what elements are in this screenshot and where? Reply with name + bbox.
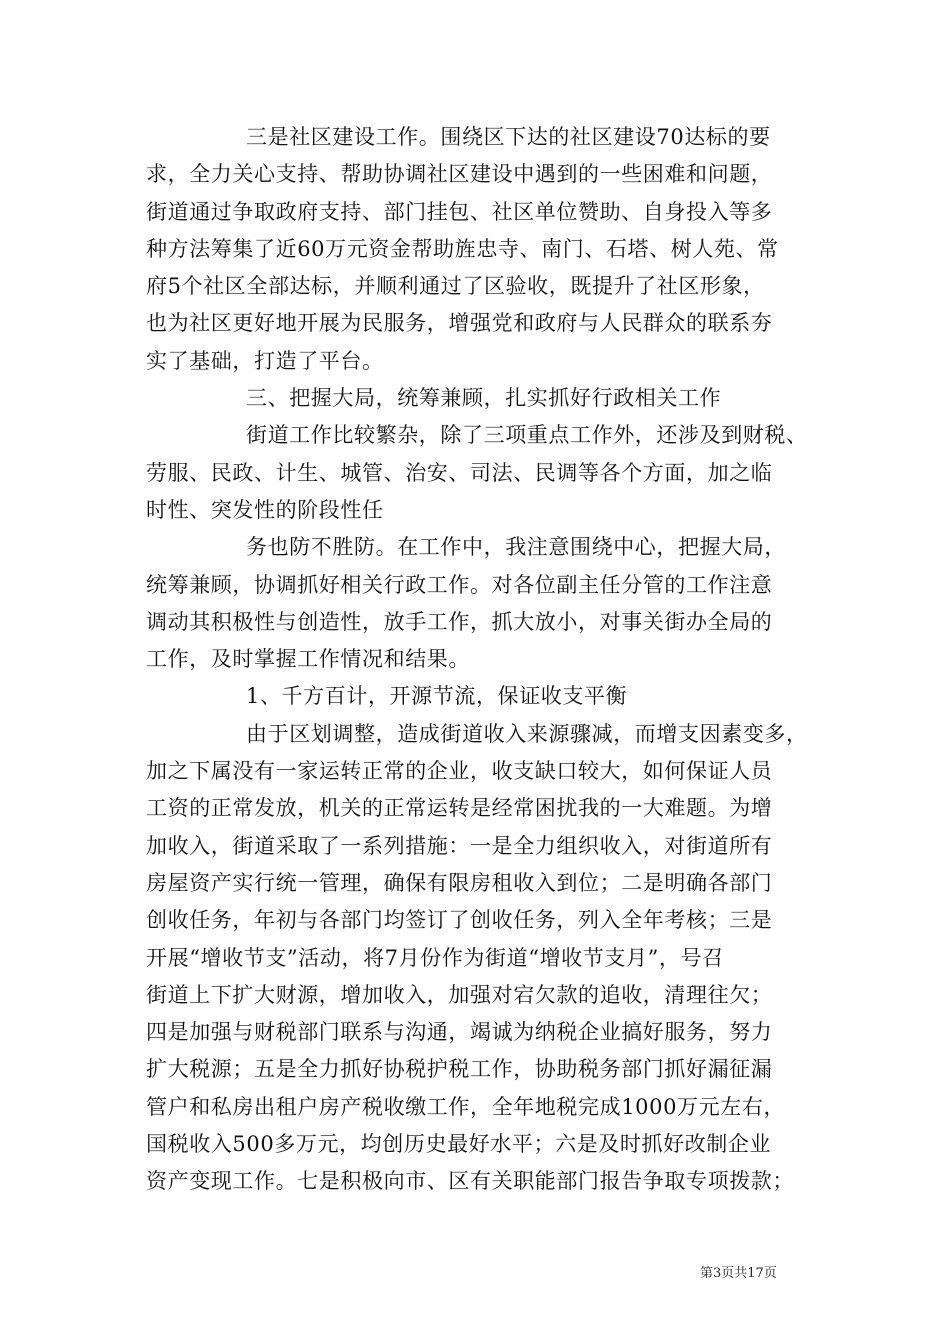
text-line: 街道通过争取政府支持、部门挂包、社区单位赞助、自身投入等多: [146, 199, 773, 224]
text-line: 管户和私房出租户房产税收缴工作，全年地税完成1000万元左右，: [146, 1094, 786, 1119]
text-line: 街道上下扩大财源，增加收入，加强对宕欠款的追收，清理往欠；: [146, 982, 773, 1007]
text-line: 创收任务，年初与各部门均签订了创收任务，列入全年考核；三是: [146, 908, 773, 933]
text-line: 工作，及时掌握工作情况和结果。: [146, 647, 470, 672]
text-line: 房屋资产实行统一管理，确保有限房租收入到位；二是明确各部门: [146, 870, 773, 895]
text-line: 三、把握大局，统筹兼顾，扎实抓好行政相关工作: [246, 386, 722, 411]
text-line: 扩大税源；五是全力抓好协税护税工作，协助税务部门抓好漏征漏: [146, 1057, 773, 1082]
text-line: 工资的正常发放，机关的正常运转是经常困扰我的一大难题。为增: [146, 796, 773, 821]
page-number: 第3页共17页: [700, 1266, 777, 1281]
text-line: 劳服、民政、计生、城管、治安、司法、民调等各个方面，加之临: [146, 460, 773, 485]
text-line: 1、千方百计，开源节流，保证收支平衡: [246, 684, 628, 709]
text-line: 务也防不胜防。在工作中，我注意围绕中心，把握大局，: [246, 535, 786, 560]
text-line: 也为社区更好地开展为民服务，增强党和政府与人民群众的联系夯: [146, 311, 773, 336]
text-line: 三是社区建设工作。围绕区下达的社区建设70达标的要: [246, 125, 771, 149]
text-line: 开展“增收节支”活动，将7月份作为街道“增收节支月”，号召: [146, 945, 724, 970]
body-text: [146, 119, 821, 1201]
text-line: 时性、突发性的阶段性任: [146, 497, 384, 522]
text-line: 加之下属没有一家运转正常的企业，收支缺口较大，如何保证人员: [146, 759, 773, 784]
text-line: 街道工作比较繁杂，除了三项重点工作外，还涉及到财税、: [246, 423, 808, 448]
text-line: 种方法筹集了近60万元资金帮助旌忠寺、南门、石塔、树人苑、常: [146, 236, 779, 261]
text-line: 国税收入500多万元，均创历史最好水平；六是及时抓好改制企业: [146, 1132, 772, 1157]
text-line: 调动其积极性与创造性，放手工作，抓大放小，对事关街办全局的: [146, 609, 773, 634]
text-line: 求，全力关心支持、帮助协调社区建设中遇到的一些困难和问题，: [146, 162, 773, 187]
text-line: 实了基础，打造了平台。: [146, 348, 384, 373]
text-line: 加收入，街道采取了一系列措施：一是全力组织收入，对街道所有: [146, 833, 773, 858]
text-line: 四是加强与财税部门联系与沟通，竭诚为纳税企业搞好服务，努力: [146, 1020, 773, 1045]
text-line: 府5个社区全部达标，并顺利通过了区验收，既提升了社区形象，: [146, 274, 765, 299]
text-line: 由于区划调整，造成街道收入来源骤减，而增支因素变多，: [246, 721, 808, 746]
text-line: 资产变现工作。七是积极向市、区有关职能部门报告争取专项拨款；: [146, 1169, 794, 1194]
text-line: 统筹兼顾，协调抓好相关行政工作。对各位副主任分管的工作注意: [146, 572, 773, 597]
